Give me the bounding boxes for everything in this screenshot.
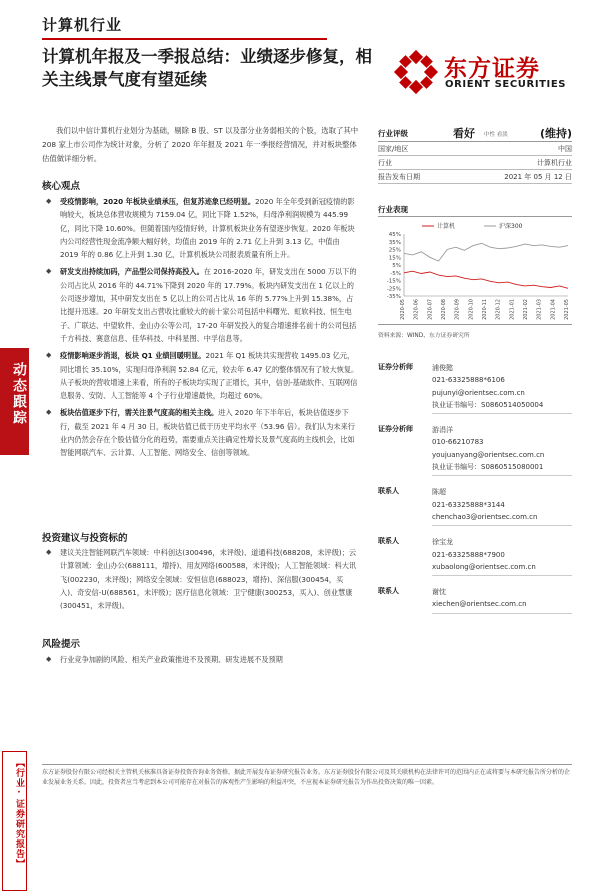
bullet-icon: ◆ [46, 267, 52, 276]
rating-info-row [378, 170, 572, 184]
info-value: 计算机行业 [537, 159, 572, 167]
contact-line: pujunyi@orientsec.com.cn [432, 388, 525, 397]
logo-chinese-name: 东方证券 [444, 56, 540, 82]
y-tick-label: -5% [390, 270, 401, 277]
core-view-item [42, 195, 360, 261]
info-key: 国家/地区 [378, 145, 409, 153]
contact-line: 021-63325888*6106 [432, 376, 505, 385]
analyst-contacts [378, 362, 572, 624]
core-view-text: 2021 年 Q1 板块共实现营收 1495.03 亿元，同比增长 35.10%，实现归母净利润 52.84 亿元，较去年 6.47 亿的整体情况有了较大恢复。从子板块的营收增速上来看，所有的子板块均实现了正增长，其中，信创-基础软件、互联网信息服务、安防、人工智能等 4 个子行业增速最快，均超过 60%。 [60, 351, 359, 401]
rating-row [378, 124, 572, 142]
risk-text: 行业竞争加剧的风险、相关产业政策推进不及预期、研发进展不及预期 [60, 655, 283, 664]
industry-tag: 计算机行业 [42, 16, 123, 34]
x-tick-label: 2020-10 [468, 299, 475, 320]
report-category-box [2, 751, 27, 891]
contact-role: 联系人 [378, 587, 399, 596]
y-tick-label: 35% [388, 239, 401, 246]
series-line-csi300 [404, 243, 568, 261]
rating-info-row [378, 156, 572, 170]
bullet-icon: ◆ [46, 351, 52, 360]
y-tick-label: -15% [386, 278, 401, 285]
contact-line: 徐宝龙 [432, 538, 453, 547]
contact-line: 谢忱 [432, 588, 446, 597]
contact-line: 010-66210783 [432, 438, 484, 447]
x-tick-label: 2020-12 [495, 299, 502, 320]
rating-alternatives: 中性 看淡 [484, 132, 508, 138]
report-category-band [0, 455, 29, 869]
contact-role: 联系人 [378, 487, 399, 496]
y-tick-label: -25% [386, 286, 401, 293]
contact-rule [432, 613, 572, 614]
orient-securities-logo [392, 48, 572, 100]
footer-rule [42, 764, 572, 765]
contact-block [378, 586, 572, 614]
info-key: 报告发布日期 [378, 173, 420, 181]
performance-title: 行业表现 [378, 205, 408, 214]
core-view-text: 2020 年全年受到新冠疫情的影响较大，板块总体营收规模为 7159.04 亿，同比下降 1.52%，归母净利润规模为 445.99 亿，同比下降 10.60%。但随着国内疫情好转，计算机板块业务有望逐步恢复。2020 年板块内公司经营性现金流净额大幅好转，均值由 2019 年的 2.71 亿上升到 3.13 亿，中值由 2019 年的 0.86 亿上升到 1.30 亿，计算机板块公司报表质量有所上升。 [60, 197, 355, 260]
report-type-band [0, 348, 29, 455]
core-view-item [42, 349, 360, 402]
chart-source-rule [378, 324, 572, 325]
core-view-lead: 受疫情影响，2020 年板块业绩承压，但复苏迹象已经明显。 [60, 197, 256, 206]
x-tick-label: 2020-08 [441, 299, 447, 320]
core-view-text: 进入 2020 年下半年后，板块估值逐步下行，截至 2021 年 4 月 30 日，板块估值已低于历史平均水平（53.96 倍）。我们认为未来行业内仍然会存在个股估值分化的趋势，需要重点关注确定性增长及景气度高的主线机会，比如智能网联汽车、云计算、人工智能、网络安全、信创等领域。 [60, 408, 355, 458]
core-view-lead: 研发支出持续加码，产品型公司保持高投入。 [60, 267, 204, 277]
contact-block [378, 486, 572, 526]
y-tick-label: 15% [388, 255, 401, 262]
contact-line: 陈超 [432, 488, 446, 497]
x-tick-label: 2020-11 [482, 299, 488, 320]
x-tick-label: 2021-02 [523, 299, 529, 320]
contact-line: youjuanyang@orientsec.com.cn [432, 450, 545, 459]
left-side-band [0, 348, 29, 869]
risk-title: 风险提示 [42, 639, 81, 650]
risk-list [42, 653, 360, 670]
logo-english-name: ORIENT SECURITIES [445, 79, 567, 90]
orient-logo-icon [392, 48, 440, 96]
y-tick-label: 5% [392, 263, 401, 269]
performance-rule [378, 216, 572, 217]
contact-rule [432, 413, 572, 414]
x-tick-label: 2020-07 [427, 299, 434, 320]
x-tick-label: 2021-04 [550, 299, 557, 320]
x-tick-label: 2020-09 [454, 299, 461, 320]
core-view-text: 在 2016-2020 年，研发支出在 5000 万以下的公司占比从 2016 年的 44.71%下降到 2020 年的 17.79%。板块内研发支出在 1 亿以上的公司逐步增加，其中研发支出在 5 亿以上的公司占比从 16 年的 5.77%上升到 15.38%，占比提升迅速。20 年研发支出占营收比重较大的前十家公司包括中科曙光、虹软科技、恒生电子、广联达、中望软件、金山办公等公司，17-20 年研发投入的复合增速排名前十的公司包括千方科技、赛意信息、佳华科技、中科星图、中孚信息等。 [60, 267, 357, 343]
y-tick-label: 45% [388, 232, 401, 238]
bullet-icon: ◆ [46, 655, 52, 663]
rating-value: 看好 [453, 127, 475, 140]
legend-label: 沪深300 [499, 223, 523, 230]
core-views-title: 核心观点 [42, 181, 81, 192]
core-views-list [42, 195, 360, 464]
contact-role: 联系人 [378, 537, 399, 546]
contact-role: 证券分析师 [378, 363, 413, 371]
contact-line: 游涓洋 [432, 426, 453, 435]
contact-line: 021-63325888*3144 [432, 500, 505, 509]
rating-table [378, 124, 572, 184]
x-tick-label: 2021-01 [509, 299, 516, 320]
header-rule [42, 38, 327, 40]
contact-block [378, 424, 572, 476]
contact-rule [432, 475, 572, 476]
contact-line: 浦俊懿 [432, 364, 453, 372]
contact-rule [432, 525, 572, 526]
contact-role: 证券分析师 [378, 425, 413, 434]
contact-block [378, 536, 572, 576]
investment-title: 投资建议与投资标的 [42, 533, 128, 544]
core-view-item [42, 265, 360, 345]
investment-list [42, 546, 360, 616]
contact-rule [432, 575, 572, 576]
info-value: 中国 [558, 145, 572, 153]
contact-line: 021-63325888*7900 [432, 550, 505, 559]
x-tick-label: 2021-05 [564, 299, 570, 320]
x-tick-label: 2020-06 [413, 299, 420, 320]
bullet-icon: ◆ [46, 197, 52, 205]
x-tick-label: 2020-05 [400, 299, 406, 320]
report-headline: 计算机年报及一季报总结：业绩逐步修复，相关主线景气度有望延续 [42, 47, 372, 89]
contact-line: xiechen@orientsec.com.cn [432, 600, 527, 609]
core-view-lead: 疫情影响逐步消退，板块 Q1 业绩回暖明显。 [60, 351, 206, 361]
risk-item [42, 653, 360, 666]
report-type-label: 动态跟踪 [11, 362, 27, 426]
info-key: 行业 [378, 159, 392, 167]
legend-label: 计算机 [437, 223, 456, 230]
core-view-item [42, 406, 360, 459]
core-view-lead: 板块估值逐步下行，需关注景气度高的相关主线。 [60, 408, 219, 418]
disclaimer-footer: 东方证券股份有限公司经相关主管机关核准具备证券投资咨询业务资格，据此开展发布证券研究报告业务。东方证券股份有限公司及其关联机构在法律许可的范围内正在或将要与本研究报告所分析的企业发展业务关系。因此，投资者应当考虑到本公司可能存在对报告的客观性产生影响的利益冲突，不应视本证券研究报告为作出投资决策的唯一因素。 [42, 769, 571, 786]
info-value: 2021 年 05 月 12 日 [504, 173, 572, 181]
summary-paragraph: 我们以中信计算机行业划分为基础，剔除 B 股、ST 以及部分业务弱相关的个股，选取了其中 208 家上市公司作为统计对象，分析了 2020 年年报及 2021 年一季报经营情况，并对板块整体估值做详细分析。 [42, 126, 359, 163]
y-tick-label: -35% [386, 294, 401, 300]
contact-line: xubaolong@orientsec.com.cn [432, 562, 536, 571]
investment-text: 建议关注智能网联汽车领域：中科创达(300496，未评级)、道通科技(688208，未评级)；云计算领域：金山办公(688111，增持)、用友网络(600588，未评级)；人工智能领域：科大讯飞(002230，未评级)；网络安全领域：安恒信息(688023，增持)、深信服(300454，买入)、奇安信-U(688561，未评级)；医疗信息化领域：卫宁健康(300253，买入)、创业慧康(300451，未评级)。 [60, 548, 357, 611]
x-tick-label: 2021-03 [536, 299, 543, 320]
chart-source: 资料来源：WIND、东方证券研究所 [378, 333, 470, 339]
rating-info-row [378, 142, 572, 156]
report-category-label: 【行业·证券研究报告】 [14, 758, 24, 869]
bullet-icon: ◆ [46, 408, 52, 417]
series-line-computer [404, 271, 568, 288]
rating-label: 行业评级 [378, 129, 408, 138]
rating-maintain: (维持) [539, 127, 572, 140]
performance-chart [378, 218, 572, 324]
investment-item [42, 546, 360, 612]
y-tick-label: 25% [388, 247, 401, 254]
contact-block [378, 362, 572, 414]
contact-line: 执业证书编号：S0860514050004 [432, 400, 544, 409]
contact-line: 执业证书编号：S0860515080001 [432, 463, 544, 472]
contact-line: chenchao3@orientsec.com.cn [432, 512, 538, 521]
bullet-icon: ◆ [46, 548, 52, 556]
